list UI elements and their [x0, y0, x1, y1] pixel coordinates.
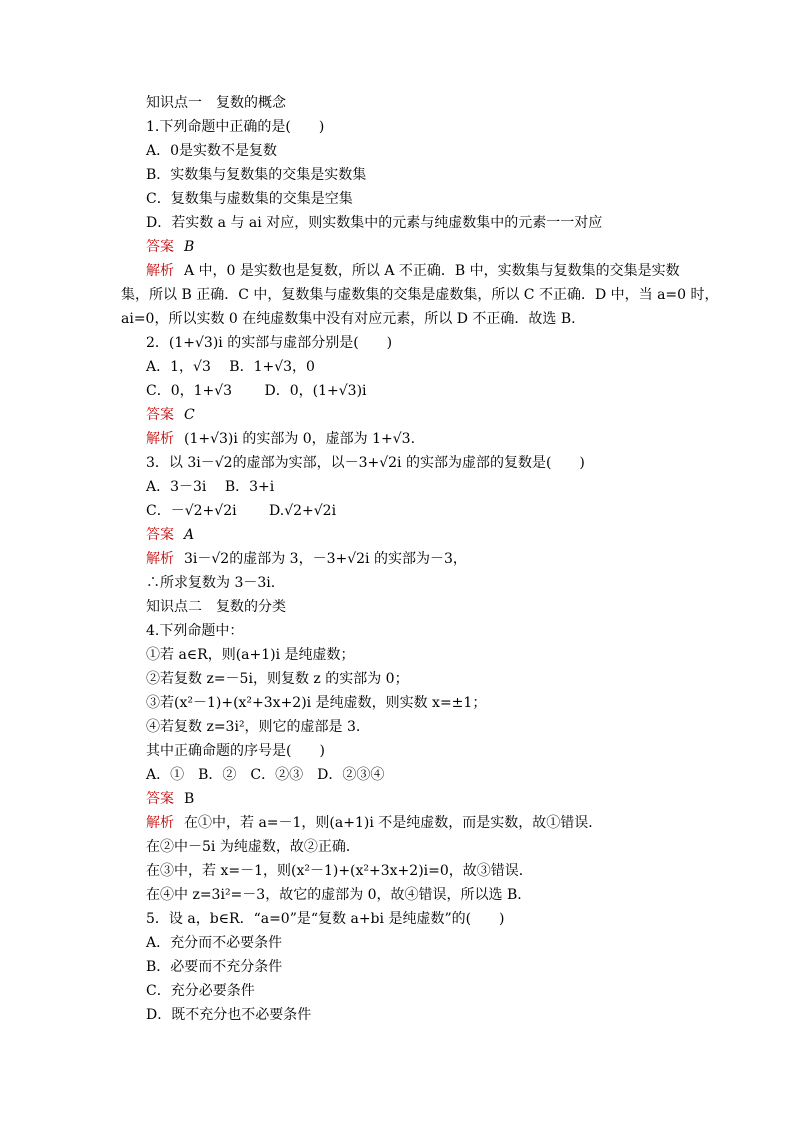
question-4-analysis-line-1 [146, 813, 602, 833]
question-3-options-ab: A．3－3i B．3+i [146, 479, 275, 495]
analysis-text: A 中，0 是实数也是复数，所以 A 不正确．B 中，实数集与复数集的交集是实数 [184, 263, 680, 279]
answer-value: B [184, 239, 195, 255]
section-title-classification: 知识点二 复数的分类 [146, 599, 286, 615]
question-3-analysis-line-2: ∴所求复数为 3－3i. [146, 575, 276, 591]
question-3-answer [146, 525, 194, 545]
question-1-answer [146, 237, 194, 257]
question-2-answer [146, 405, 195, 425]
question-4-analysis-line-2: 在②中－5i 为纯虚数，故②正确． [146, 839, 360, 855]
question-4-item-3: ③若(x²－1)+(x²+3x+2)i 是纯虚数，则实数 x=±1； [146, 695, 487, 711]
question-1-option-a: A．0是实数不是复数 [146, 143, 278, 159]
question-3-stem: 3．以 3i－√2的虚部为实部，以－3+√2i 的实部为虚部的复数是( ) [146, 455, 585, 471]
question-2-stem: 2．(1+√3)i 的实部与虚部分别是( ) [146, 335, 393, 351]
question-4-item-4: ④若复数 z=3i²，则它的虚部是 3. [146, 719, 361, 735]
answer-value: A [184, 527, 195, 543]
section-title-concept: 知识点一 复数的概念 [146, 95, 286, 111]
analysis-label: 解析 [146, 431, 174, 447]
question-1-option-d: D．若实数 a 与 ai 对应，则实数集中的元素与纯虚数集中的元素一一对应 [146, 215, 603, 231]
analysis-label: 解析 [146, 551, 174, 567]
question-4-options: A．① B．② C．②③ D．②③④ [146, 767, 385, 783]
question-1-option-c: C．复数集与虚数集的交集是空集 [146, 191, 353, 207]
question-1-analysis-line-1 [146, 261, 680, 281]
question-4-answer [146, 789, 194, 809]
question-2-options-cd: C．0，1+√3 D．0，(1+√3)i [146, 383, 367, 399]
answer-label: 答案 [146, 527, 174, 543]
question-5-option-d: D．既不充分也不必要条件 [146, 1007, 312, 1023]
question-1-analysis-line-3: ai=0，所以实数 0 在纯虚数集中没有对应元素，所以 D 不正确．故选 B. [121, 311, 576, 327]
question-4-ask: 其中正确命题的序号是( ) [146, 743, 325, 759]
answer-label: 答案 [146, 407, 174, 423]
question-5-option-b: B．必要而不充分条件 [146, 959, 283, 975]
question-1-option-b: B．实数集与复数集的交集是实数集 [146, 167, 367, 183]
question-4-analysis-line-4: 在④中 z=3i²=－3，故它的虚部为 0，故④错误，所以选 B. [146, 887, 522, 903]
question-2-analysis [146, 429, 415, 449]
question-5-stem: 5．设 a，b∈R．“a=0”是“复数 a+bi 是纯虚数”的( ) [146, 911, 505, 927]
question-3-options-cd: C．－√2+√2i D.√2+√2i [146, 503, 337, 519]
question-4-analysis-line-3: 在③中，若 x=－1，则(x²－1)+(x²+3x+2)i=0，故③错误． [146, 863, 533, 879]
question-5-option-a: A．充分而不必要条件 [146, 935, 283, 951]
question-1-analysis-line-2: 集，所以 B 正确．C 中，复数集与虚数集的交集是虚数集，所以 C 不正确．D 中，当 a=0 时， [121, 287, 719, 303]
question-4-stem: 4.下列命题中： [146, 623, 244, 639]
question-3-analysis-line-1 [146, 549, 467, 569]
question-4-item-1: ①若 a∈R，则(a+1)i 是纯虚数； [146, 647, 355, 663]
answer-value: B [184, 791, 195, 807]
analysis-text: 3i－√2的虚部为 3，－3+√2i 的实部为－3， [184, 551, 467, 567]
question-5-option-c: C．充分必要条件 [146, 983, 255, 999]
analysis-text: 在①中，若 a=－1，则(a+1)i 不是纯虚数，而是实数，故①错误． [184, 815, 603, 831]
answer-label: 答案 [146, 791, 174, 807]
question-1-stem: 1.下列命题中正确的是( ) [146, 119, 325, 135]
analysis-label: 解析 [146, 263, 174, 279]
answer-value: C [184, 407, 195, 423]
question-4-item-2: ②若复数 z=－5i，则复数 z 的实部为 0； [146, 671, 409, 687]
analysis-label: 解析 [146, 815, 174, 831]
question-2-options-ab: A．1，√3 B．1+√3，0 [146, 359, 315, 375]
analysis-text: (1+√3)i 的实部为 0，虚部为 1+√3. [184, 431, 416, 447]
answer-label: 答案 [146, 239, 174, 255]
